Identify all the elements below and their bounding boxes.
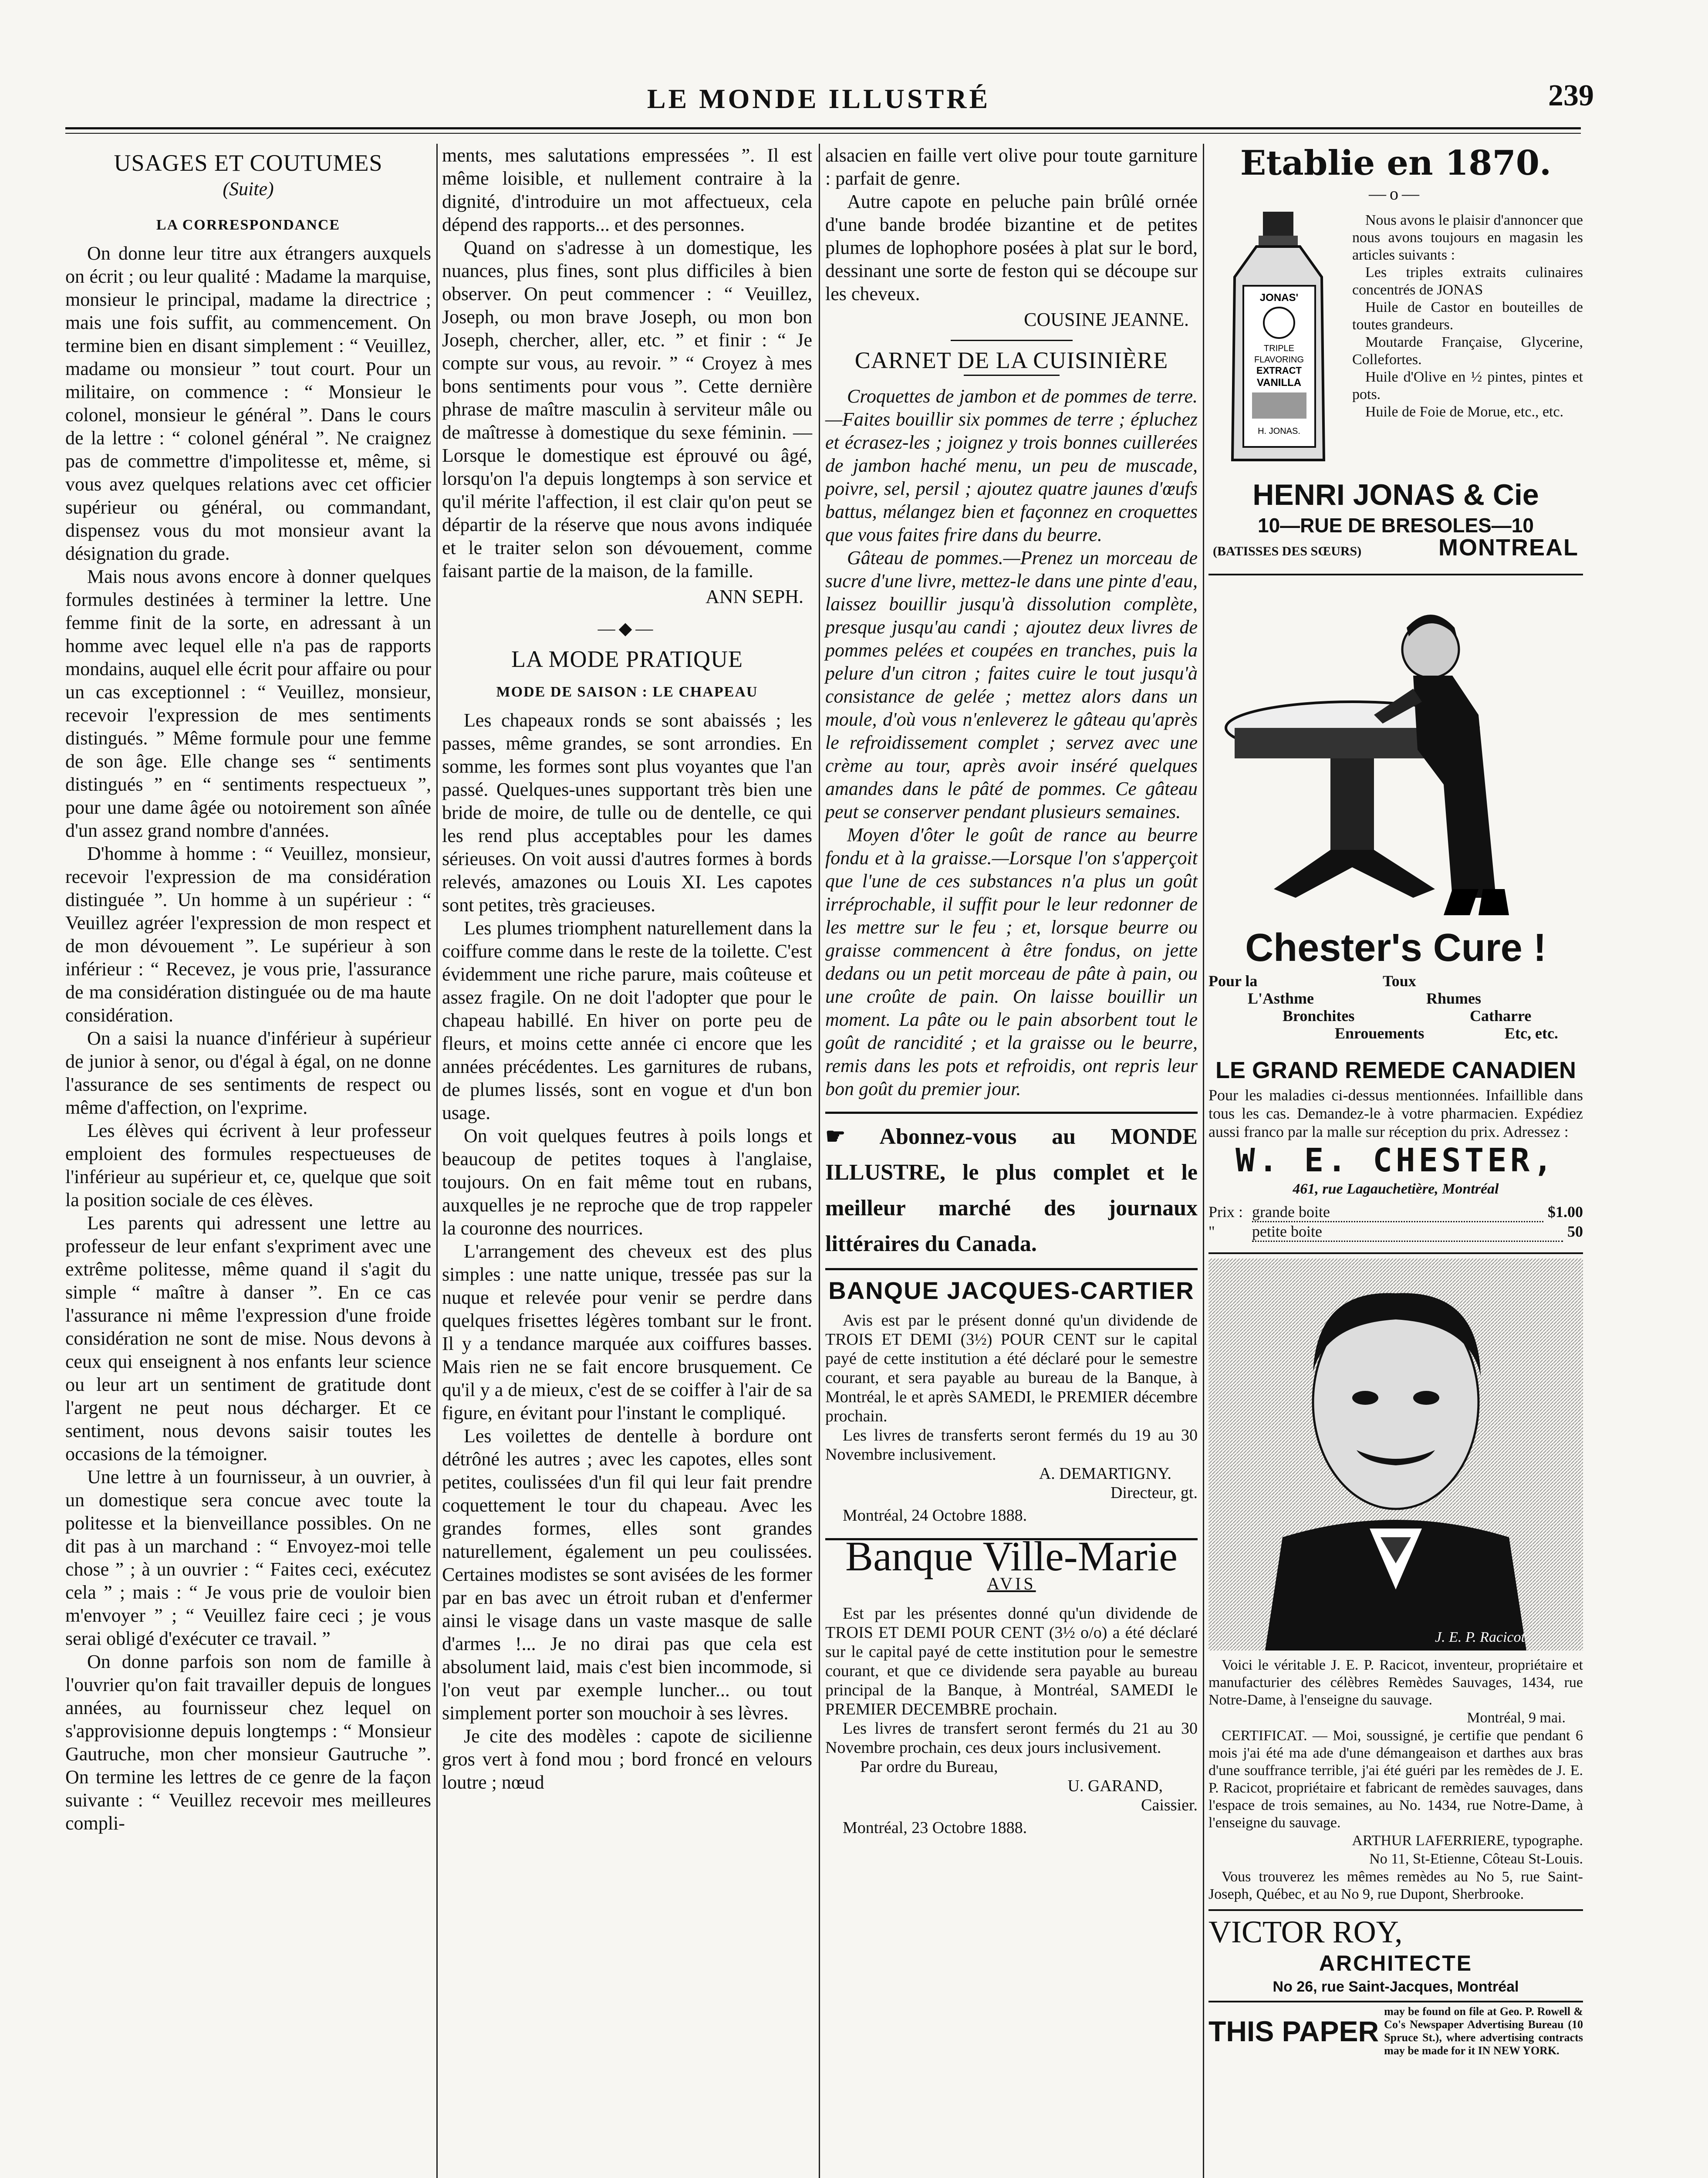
jonas-address: 10—RUE DE BRESOLES—10 — [1258, 514, 1534, 537]
ad-rule — [1208, 2001, 1583, 2002]
notice-signer: U. GARAND, — [1067, 1777, 1163, 1795]
page-number: 239 — [1548, 79, 1594, 112]
paragraph: alsacien en faille vert olive pour toute garniture : parfait de genre. — [825, 145, 1198, 189]
roy-address: No 26, rue Saint-Jacques, Montréal — [1273, 1978, 1519, 1995]
bank-ville-marie-title: Banque Ville-Marie — [845, 1533, 1178, 1579]
bottle-illustration — [1213, 207, 1343, 469]
paragraph: Les parents qui adressent une lettre au professeur de leur enfant s'expriment avec une extrême politesse, même quand il s'agit du simple “ maître à danser ”. En ce cas l'assurance ni même l'expression d'une froide considération ne sont de mise. Nous devons à ceux qui enseignent à nos enfants leur science ou leur art un sentiment de gratitude dont l'argent ne peut nous décharger. Et ce sentiment, nous devons saisir toutes les occasions de la témoigner. — [65, 1212, 431, 1464]
jonas-note: (BATISSES DES SŒURS) — [1213, 544, 1362, 558]
chester-address: 461, rue Lagauchetière, Montréal — [1293, 1181, 1499, 1197]
notice-date: Montréal, 23 Octobre 1888. — [843, 1819, 1027, 1837]
masthead — [52, 78, 1594, 126]
notice-signer: A. DEMARTIGNY. — [1039, 1464, 1171, 1483]
article-signature: ANN SEPH. — [705, 586, 803, 607]
ailment: L'Asthme — [1248, 990, 1314, 1007]
remede-text: Pour les maladies ci-dessus mentionnées. Infaillible dans tous les cas. Demandez-le à votre pharmacien. Expédiez aussi franco par la malle sur réception du prix. Adressez : — [1208, 1086, 1583, 1140]
newspaper-title: LE MONDE ILLUSTRÉ — [647, 83, 991, 114]
bank-ville-marie-notice — [825, 1604, 1198, 1837]
subsection-title: MODE DE SAISON : LE CHAPEAU — [496, 684, 758, 700]
chester-ailments — [1208, 972, 1583, 1055]
recipe-paragraph: Gâteau de pommes.—Prenez un morceau de sucre d'une livre, mettez-le dans une pinte d'eau, laissez bouillir jusqu'à dissolution complète, presque jusqu'au candi ; ajoutez deux livres de pommes pelées et coupées en tranches, puis la pelure d'un citron ; faites cuire le tout jusqu'à consistance de gelée ; mettez alors dans un moule, d'où vous n'enleverez le gâteau qu'après le refroidissement complet ; servez avec une crème au tour, après avoir inséré quelques amandes dans le pâté de pommes. Ce gâteau peut se conserver pendant plusieurs semaines. — [825, 547, 1198, 822]
notice-role: Directeur, gt. — [1110, 1484, 1198, 1502]
paragraph: Autre capote en peluche pain brûlé ornée d'une bande brodée bizantine et de petites plumes de lophophore posées à plat sur le bord, dessinant une sorte de feston qui se découpe sur les cheveux. — [825, 191, 1198, 304]
paragraph: Mais nous avons encore à donner quelques formules destinées à terminer la lettre. Une femme finit de la sorte, en adressant à un homme avec lequel elle n'a pas de rapports mondains, auquel elle écrit pour affaire ou pour un cas exceptionnel : “ Veuillez, monsieur, recevoir l'expression de mes sentiments distingués. ” Même formule pour une femme de son âge. Elle change ses “ sentiments distingués ” en “ sentiments respectueux ”, pour une dame âgée ou notoirement son aînée d'un assez grand nombre d'années. — [65, 566, 431, 841]
jonas-intro: Nous avons le plaisir d'annoncer que nous avons toujours en magasin les articles suivants : — [1352, 212, 1583, 263]
paragraph: On a saisi la nuance d'inférieur à supérieur de junior à senor, ou d'égal à égal, on ne donne l'assurance de ses sentiments de respect ou même d'affection, on l'exprime. — [65, 1028, 431, 1118]
roy-title: ARCHITECTE — [1319, 1951, 1473, 1975]
article-signature: COUSINE JEANNE. — [1024, 309, 1189, 330]
price-row — [1208, 1222, 1583, 1242]
ad-rule — [1208, 1252, 1583, 1254]
paragraph: Les élèves qui écrivent à leur professeur emploient des formules respectueuses de l'inférieur au supérieur et, ce, quelque que soit la position sociale de ces élèves. — [65, 1120, 431, 1211]
price-value: $1.00 — [1548, 1203, 1583, 1221]
column-usages — [65, 144, 431, 1835]
remede-title: LE GRAND REMEDE CANADIEN — [1215, 1057, 1576, 1083]
ailment: Rhumes — [1426, 990, 1482, 1007]
article-heading: USAGES ET COUTUMES — [114, 150, 383, 176]
ailment: Toux — [1383, 972, 1416, 990]
jonas-city-row — [1213, 534, 1579, 561]
article-heading: LA MODE PRATIQUE — [511, 646, 743, 672]
bank-jacques-cartier-title: BANQUE JACQUES-CARTIER — [828, 1277, 1195, 1304]
ailment: Enrouements — [1335, 1025, 1424, 1042]
article-subheading: (Suite) — [223, 178, 274, 200]
price-prefix: " — [1208, 1223, 1215, 1240]
paragraph: D'homme à homme : “ Veuillez, monsieur, recevoir l'expression de ma considération distinguée ”. Un homme à un supérieur : “ Veuillez agréer l'expression de mon respect et de mon dévouement ”. Le supérieur à son inférieur : “ Recevez, je vous prie, l'assurance de ma considération distinguée ou de ma haute considération. — [65, 843, 431, 1026]
paragraph: Les voilettes de dentelle à bordure ont détrôné les autres ; avec les capotes, elles sont petites, coulissées d'un fil qui leur fait prendre coquettement le tour du chapeau. Avec les grandes formes, elles sont grandes naturellement, également un peu coulissées. Certaines modistes se sont avisées de les former par en bas avec un étroit ruban et d'enfermer ainsi le visage dans un vaste masque de salle d'armes !... Je no dirai pas que cela est absolument laid, mais c'est bien incommode, si l'on veut par exemple luncher... ou tout simplement porter son mouchoir à ses lèvres. — [442, 1425, 812, 1724]
ad-rule — [1208, 574, 1583, 575]
racicot-place: Montréal, 9 mai. — [1467, 1710, 1566, 1726]
ornament-divider: —o— — [1369, 184, 1423, 203]
paragraph: Je cite des modèles : capote de sicilienne gros vert à fond mou ; bord froncé en velours loutre ; nœud — [442, 1725, 812, 1793]
paragraph: On donne parfois son nom de famille à l'ouvrier qu'on fait travailler depuis de longues années, au fournisseur chez lequel on s'approvisionne depuis longtemps : “ Monsieur Gautruche, mon cher monsieur Gautruche ”. On termine les lettres de ce genre de la façon suivante : “ Veuillez recevoir mes meilleures compli- — [65, 1651, 431, 1834]
this-paper-title: THIS PAPER — [1208, 2015, 1379, 2047]
ailment: Bronchites — [1283, 1007, 1355, 1025]
chester-illustration — [1208, 584, 1583, 924]
notice-text: Les livres de transferts seront fermés du 19 au 30 Novembre inclusivement. — [825, 1426, 1198, 1464]
paragraph: ments, mes salutations empressées ”. Il est même loisible, et nullement contraire à la dignité, d'introduire un mot affectueux, cela dépend des rapports... et des personnes. — [442, 145, 812, 235]
notice-text: Est par les présentes donné qu'un dividende de TROIS ET DEMI POUR CENT (3½ o/o) a été déclaré sur le capital payé de cette institution pour le semestre courant, et que ce dividende sera payable au bureau principal de la Banque, à Montréal, SAMEDI le PREMIER DECEMBRE prochain. — [825, 1604, 1198, 1718]
paragraph: Quand on s'adresse à un domestique, les nuances, plus fines, sont plus difficiles à bien observer. On peut commencer : “ Veuillez, Joseph, ou mon brave Joseph, ou mon bon Joseph, chercher, aller, etc. ” et finir : “ Je compte sur vous, au revoir. ” “ Croyez à mes bons sentiments pour vous ”. Cette dernière phrase de maître masculin à serviteur mâle ou de maîtresse à domestique du sexe féminin. — Lorsque le domestique est éprouvé ou âgé, lorsqu'on l'a depuis longtemps à son service et qu'il mérite l'affection, il est clair qu'on peut se départir de la réserve que nous avons indiquée et le traiter selon son dévouement, comme faisant partie de la maison, de la famille. — [442, 237, 812, 582]
price-row — [1208, 1203, 1583, 1222]
paragraph: Une lettre à un fournisseur, à un ouvrier, à un domestique sera concue avec toute la politesse et la bienveillance possibles. On ne dit pas à un marchand : “ Envoyez-moi telle chose ” ; à un ouvrier : “ Faites ceci, exécutez cela ” ; mais : “ Je vous prie de vouloir bien m'envoyer ” ; “ Veuillez faire ceci ; je vous serai obligé d'exécuter ce travail. ” — [65, 1466, 431, 1649]
masthead-rule-top — [65, 127, 1581, 129]
recipe-paragraph: Croquettes de jambon et de pommes de terre.—Faites bouillir six pommes de terre ; épluchez et écrasez-les ; joignez y trois bonnes cuillerées de jambon haché menu, un peu de muscade, poivre, sel, persil ; ajoutez quatre jaunes d'œufs battus, mélangez bien et façonnez en croquettes que vous faites frire dans du beurre. — [825, 386, 1198, 545]
chester-name: W. E. CHESTER, — [1235, 1142, 1556, 1179]
racicot-more: Vous trouverez les mêmes remèdes au No 5, rue Saint-Joseph, Québec, et au No 9, rue Dupont, Sherbrooke. — [1208, 1869, 1583, 1902]
notice-date: Montréal, 24 Octobre 1888. — [843, 1506, 1027, 1525]
certificat-signer: ARTHUR LAFERRIERE, typographe. — [1352, 1833, 1583, 1849]
article-heading: CARNET DE LA CUISINIÈRE — [854, 347, 1168, 373]
notice-role: Caissier. — [1141, 1796, 1198, 1814]
jonas-city: MONTREAL — [1438, 534, 1579, 561]
recipe-paragraph: Moyen d'ôter le goût de rance au beurre fondu et à la graisse.—Lorsque l'on s'apperçoit que l'une de ces substances n'a plus un goût irréprochable, il suffit pour le leur redonner de les mettre sur le feu ; et, lorsque beurre ou graisse commencent à être fondus, on jette dedans ou un petit morceau de pâte à pain, ou une croûte de pain. On laisse bouillir un moment. La pâte ou le pain absorbent tout le goût de rancidité ; et la graisse ou le beurre, remis dans les pots et refroidis, ont repris leur bon goût du premier jour. — [825, 824, 1198, 1099]
roy-name: VICTOR ROY, — [1208, 1914, 1403, 1949]
column-divider — [819, 144, 820, 2178]
chester-cure-title: Chester's Cure ! — [1245, 926, 1546, 970]
notice-text: Les livres de transfert seront fermés du 21 au 30 Novembre prochain, ces deux jours inclusivement. — [825, 1719, 1198, 1757]
ailment: Catharre — [1470, 1007, 1532, 1025]
ailment: Etc, etc. — [1505, 1025, 1558, 1042]
price-item: grande boite — [1252, 1203, 1543, 1222]
jonas-description — [1352, 212, 1583, 421]
paragraph: Les chapeaux ronds se sont abaissés ; les passes, même grandes, se sont arrondies. En somme, les formes sont plus voyantes que l'an passé. Quelques-unes supportant très bien une bride de moire, de tulle ou de dentelle, ce qui les rend plus acceptables pour les dames sérieuses. On voit aussi d'autres formes à bords relevés, amazones ou Louis XI. Les capotes sont petites, très gracieuses. — [442, 710, 812, 916]
paragraph: Les plumes triomphent naturellement dans la coiffure comme dans le reste de la toilette. C'est évidemment une riche parure, mais coûteuse et assez fragile. On ne doit l'adopter que pour le chapeau habillé. En hiver on porte peu de fleurs, et moins cette année ci encore que les années précédentes. Les garnitures de rubans, de plumes lissés, sont en vogue et d'un bon usage. — [442, 917, 812, 1123]
bottle-label-line: EXTRACT — [1256, 365, 1302, 376]
jonas-ad — [1208, 207, 1583, 477]
column-mode — [442, 144, 812, 1794]
short-rule — [964, 375, 1060, 376]
certificat-text: CERTIFICAT. — Moi, soussigné, je certifie que pendant 6 mois j'ai été ma ade d'une démangeaison et darthes aux bras d'une souffrance terrible, j'ai été guéri par les remèdes de J. E. P. Racicot, propriétaire et fabricant de remèdes sauvages, dans l'espace de trois semaines, au No. 1434, rue Notre-Dame, à l'enseigne du sauvage. — [1208, 1728, 1583, 1831]
price-value: 50 — [1567, 1223, 1583, 1240]
notice-text: Avis est par le présent donné qu'un dividende de TROIS ET DEMI (3½) POUR CENT sur le capital payé de cette institution a été déclaré pour le semestre courant, et sera payable au bureau de la Banque, à Montréal, le et après SAMEDI, le PREMIER décembre prochain. — [825, 1311, 1198, 1425]
bottle-label-top: JONAS' — [1259, 292, 1299, 304]
section-rule — [825, 1268, 1198, 1270]
paragraph: On voit quelques feutres à poils longs et beaucoup de petites toques à l'anglaise, toujours. On en fait même tout en rubans, auxquelles je ne reproche que de trop rappeler la couronne des nourrices. — [442, 1125, 812, 1239]
jonas-item: Les triples extraits culinaires concentrés de JONAS — [1352, 264, 1583, 298]
this-paper-notice — [1208, 2005, 1583, 2057]
section-rule — [825, 1112, 1198, 1114]
paragraph: L'arrangement des cheveux est des plus simples : une natte unique, tressée pas sur la nuque et relevée pour venir se perdre dans quelques frisettes légères tombant sur le front. Il y a tendance marquée aux coiffures basses. Mais rien ne se fait encore brusquement. Ce qu'il y a de mieux, c'est de se coiffer à l'air de sa figure, en évitant pour l'instant le compliqué. — [442, 1241, 812, 1424]
portrait-signature: J. E. P. Racicot — [1435, 1629, 1526, 1645]
ailment-label: Pour la — [1208, 972, 1258, 990]
notice-order: Par ordre du Bureau, — [860, 1758, 998, 1776]
ornament-divider: —◆— — [597, 619, 657, 638]
ad-rule — [1208, 1909, 1583, 1911]
column-cuisine — [825, 144, 1198, 1837]
jonas-established: Etablie en 1870. — [1240, 143, 1552, 183]
this-paper-text: may be found on file at Geo. P. Rowell & Co's Newspaper Advertising Bureau (10 Spruce St.), where advertising contracts may be made for it IN NEW YORK. — [1384, 2005, 1583, 2057]
column-divider — [436, 144, 438, 2178]
jonas-item: Moutarde Française, Glycerine, Collefortes. — [1352, 334, 1583, 368]
racicot-portrait — [1208, 1258, 1583, 1650]
column-advertisements — [1208, 144, 1583, 2057]
short-rule — [951, 340, 1073, 341]
bottle-label-line: H. JONAS. — [1258, 426, 1300, 436]
column-divider — [1203, 144, 1204, 2178]
bottle-label-line: FLAVORING — [1254, 355, 1304, 365]
bottle-label-line: TRIPLE — [1263, 344, 1295, 353]
price-label: Prix : — [1208, 1203, 1243, 1221]
paragraph: On donne leur titre aux étrangers auxquels on écrit ; ou leur qualité : Madame la marquise, monsieur le principal, madame la directrice ; mais une fois suffit, au commencement. On termine bien en disant simplement : “ Veuillez, madame ou monsieur ” tout court. Pour un militaire, on commence : “ Monsieur le colonel, monsieur le général ”. Dans le cours de la lettre : “ colonel général ”. Ne craignez pas de commettre d'impolitesse et, même, si vous avez quelques relations avec cet officier supérieur ou général, ou commandant, dispensez vous du mot monsieur avant la désignation du grade. — [65, 243, 431, 564]
bank-ville-marie-avis: AVIS — [987, 1574, 1036, 1593]
subsection-title: LA CORRESPONDANCE — [156, 217, 341, 233]
masthead-rule-bottom — [65, 133, 1581, 134]
jonas-company: HENRI JONAS & Cie — [1252, 478, 1539, 511]
bank-jacques-cartier-notice — [825, 1311, 1198, 1525]
bottle-label-line: VANILLA — [1256, 377, 1302, 389]
racicot-text: Voici le véritable J. E. P. Racicot, inventeur, propriétaire et manufacturier des célèbres Remèdes Sauvages, 1434, rue Notre-Dame, à l'enseigne du sauvage. — [1208, 1657, 1583, 1708]
jonas-item: Huile de Castor en bouteilles de toutes grandeurs. — [1352, 299, 1583, 333]
jonas-item: Huile de Foie de Morue, etc., etc. — [1365, 404, 1564, 420]
jonas-item: Huile d'Olive en ½ pintes, pintes et pots. — [1352, 369, 1583, 402]
certificat-address: No 11, St-Etienne, Côteau St-Louis. — [1369, 1851, 1583, 1867]
subscribe-notice: ☛ Abonnez-vous au MONDE ILLUSTRE, le plus complet et le meilleur marché des journaux littéraires du Canada. — [825, 1124, 1198, 1256]
price-item: petite boite — [1252, 1222, 1563, 1242]
